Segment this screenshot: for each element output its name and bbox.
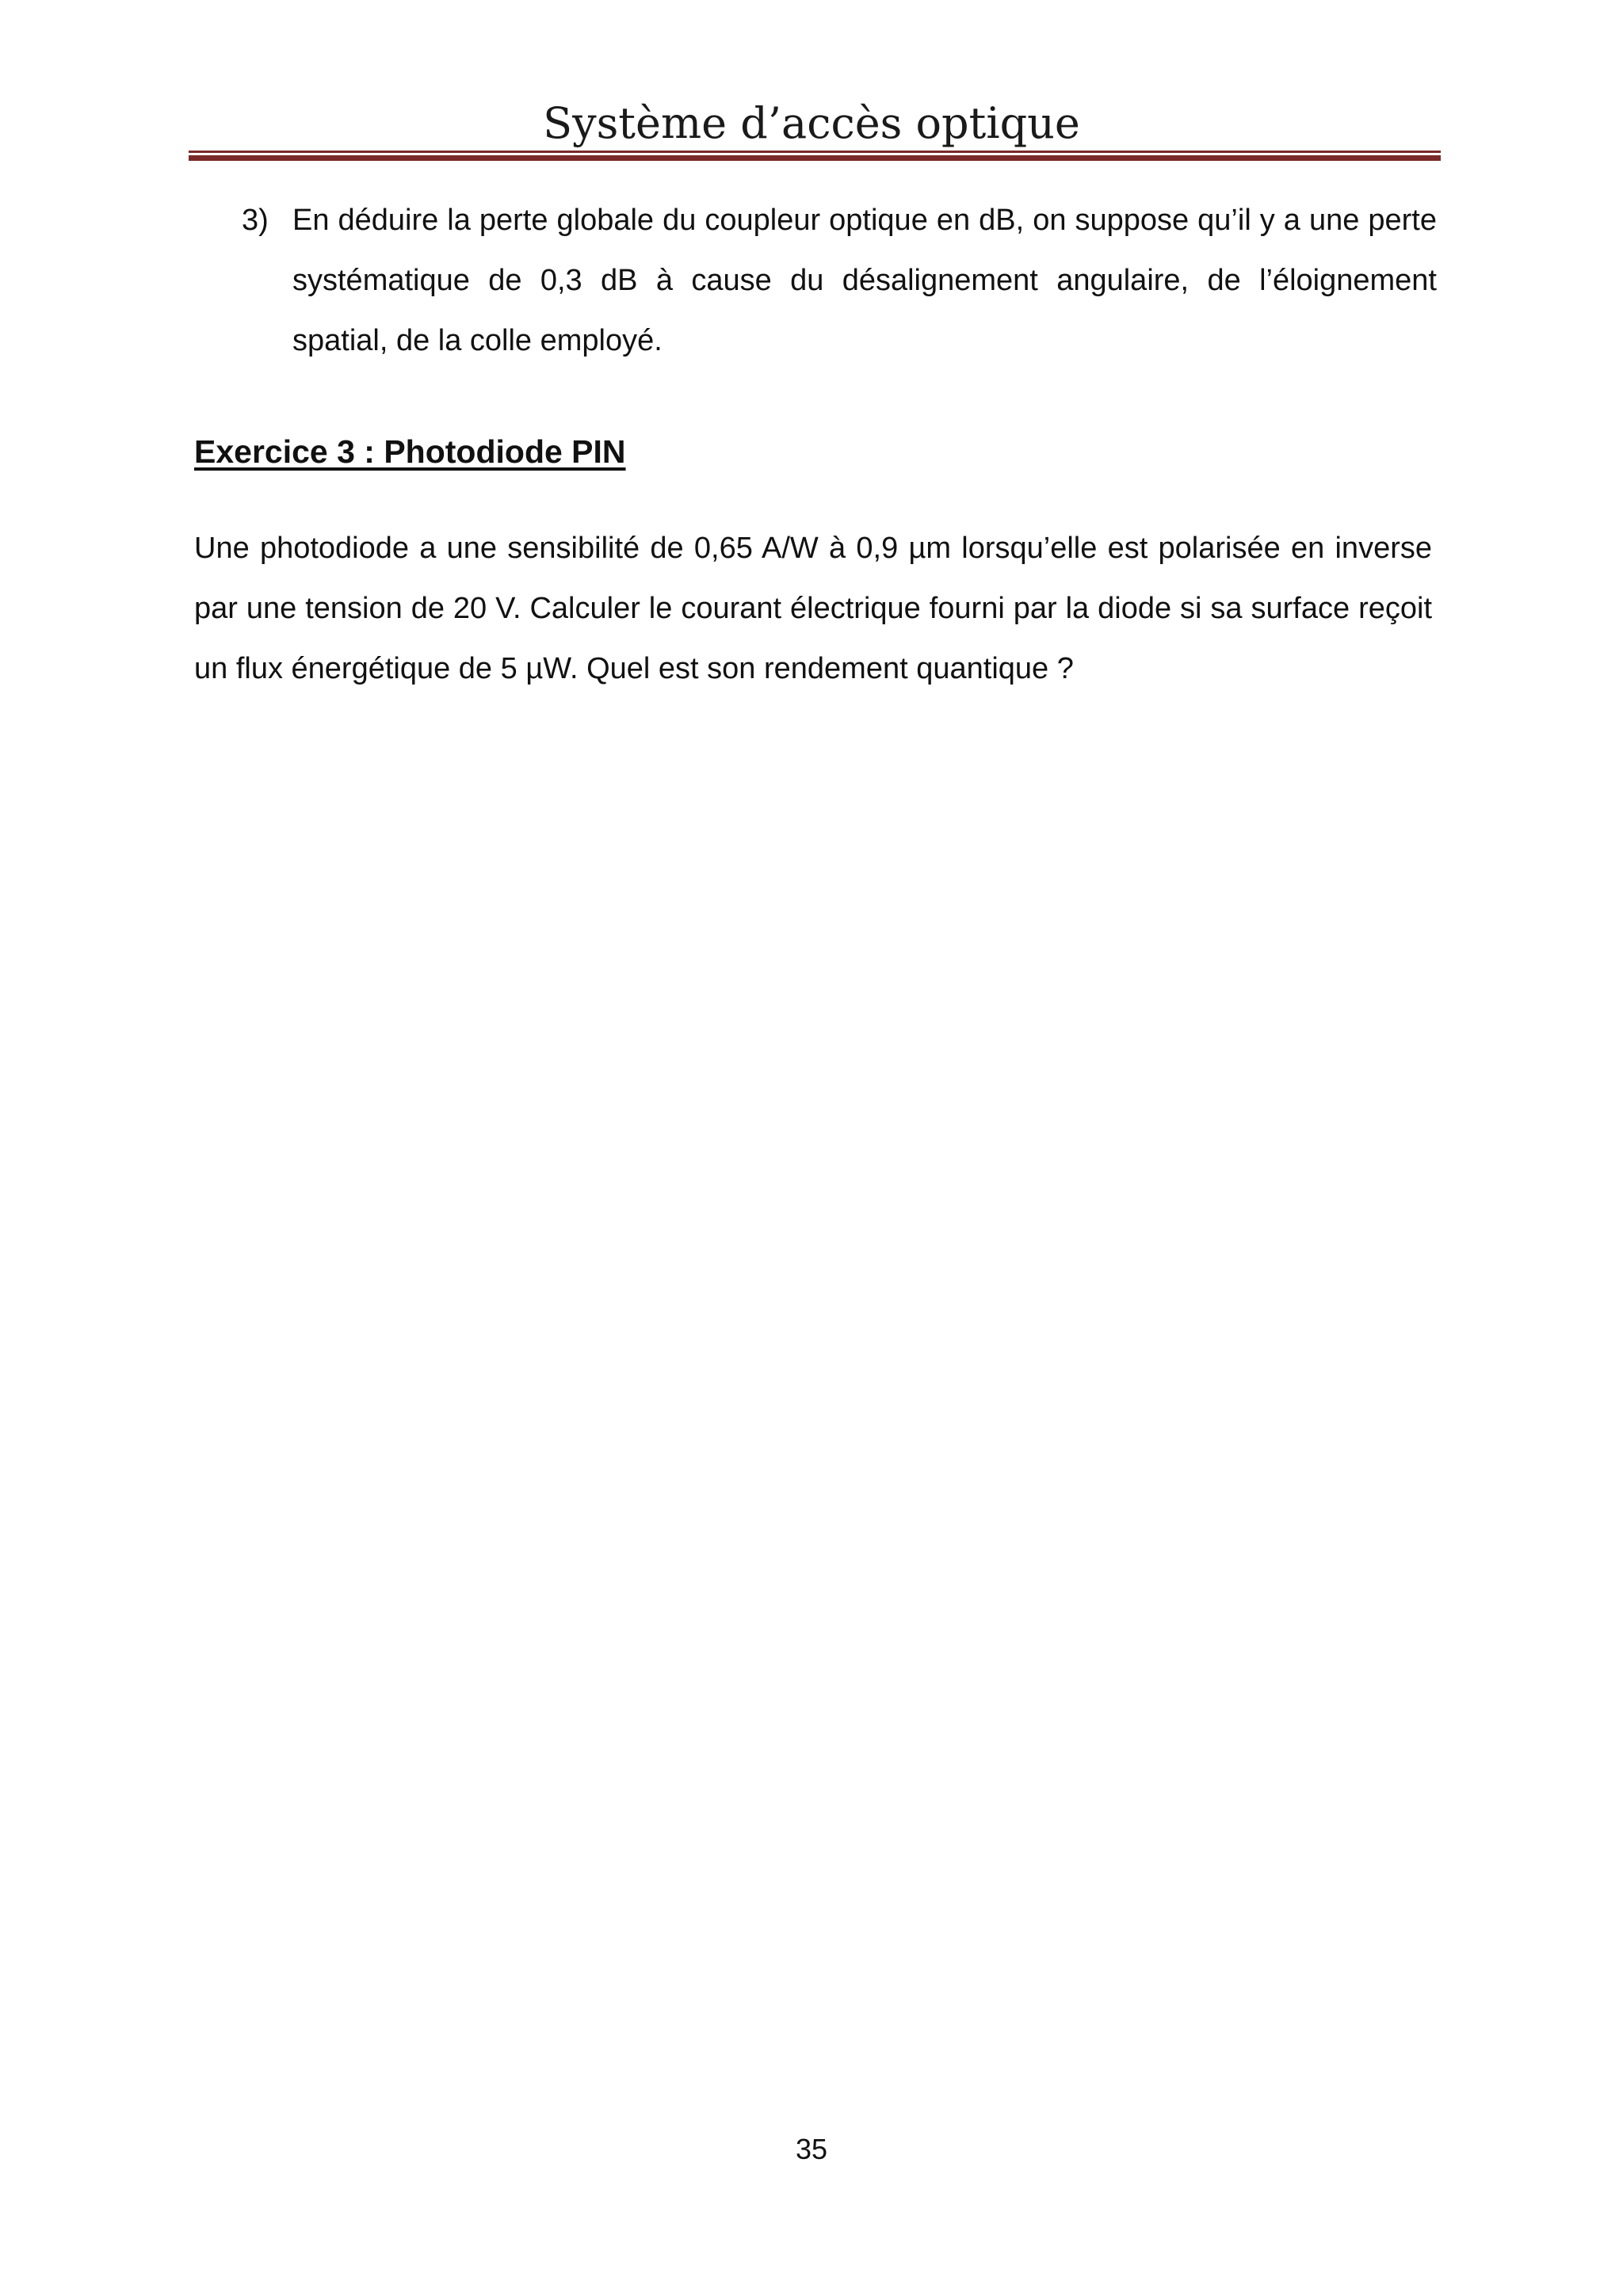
exercise-3-heading: Exercice 3 : Photodiode PIN: [194, 433, 626, 470]
running-header-title: Système d’accès optique: [543, 98, 1080, 148]
item-number: 3): [242, 204, 269, 237]
page-number: 35: [795, 2133, 828, 2165]
exercise-3-body: Une photodiode a une sensibilité de 0,65 A/W à 0,9 µm lorsqu’elle est polarisée en inverse par une tension de 20 V. Calculer le courant électrique fourni par la diode si sa surface reçoit un flux énergétique de 5 µW. Quel est son rendement quantique ?: [194, 532, 1432, 685]
header-rule-thin: [189, 151, 1441, 153]
header-double-rule: [189, 151, 1441, 161]
header-rule-thick: [189, 155, 1441, 161]
item-text: En déduire la perte globale du coupleur optique en dB, on suppose qu’il y a une perte systématique de 0,3 dB à cause du désalignement angulaire, de l’éloignement spatial, de la colle employé.: [292, 204, 1437, 357]
